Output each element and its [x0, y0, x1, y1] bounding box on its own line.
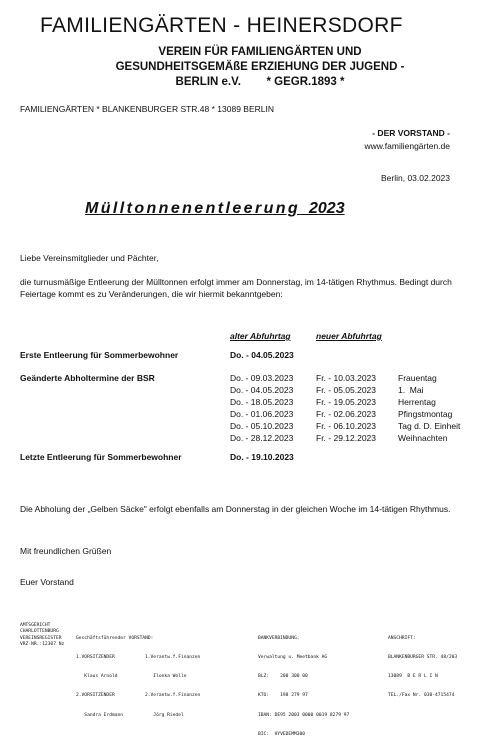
- sender-address: FAMILIENGÄRTEN * BLANKENBURGER STR.48 * 13089 BERLIN: [20, 104, 274, 114]
- greeting: Liebe Vereinsmitglieder und Pächter,: [20, 253, 159, 263]
- letter-date: Berlin, 03.02.2023: [381, 173, 450, 183]
- headline-year: 2023: [309, 200, 345, 217]
- footer-line: 1.VORSITZENDER: [76, 655, 115, 661]
- footer-line: BANKVERBINDUNG:: [258, 635, 300, 641]
- footer-line: Verwaltung u. Meetbank AG: [258, 655, 328, 661]
- footer-line: KTO: 198 279 97: [258, 693, 308, 699]
- change-row-6-new: Fr. - 29.12.2023: [316, 433, 377, 443]
- change-row-3-note: Herrentag: [398, 397, 436, 407]
- change-row-2-old: Do. - 04.05.2023: [230, 385, 294, 395]
- last-emptying-date: Do. - 19.10.2023: [230, 452, 294, 462]
- footer-line: BLZ: 200 300 00: [258, 674, 308, 680]
- last-emptying-label: Letzte Entleerung für Sommerbewohner: [20, 452, 182, 462]
- signature: Euer Vorstand: [20, 577, 74, 587]
- footer-line: 2.VORSITZENDER: [76, 693, 115, 699]
- vorstand-block: [364, 127, 450, 153]
- footer-board: [76, 623, 153, 726]
- website-link[interactable]: www.familiengärten.de: [364, 141, 450, 151]
- change-row-4-old: Do. - 01.06.2023: [230, 409, 294, 419]
- change-row-1-note: Frauentag: [398, 373, 437, 383]
- change-row-4-note: Pfingstmontag: [398, 409, 453, 419]
- footer-line: VRZ-NR.:12307 Nz: [20, 642, 65, 648]
- footer-line: CHARLOTTENBURG: [20, 629, 59, 635]
- verein-line-1: VEREIN FÜR FAMILIENGÄRTEN UND: [158, 46, 362, 58]
- change-row-3-old: Do. - 18.05.2023: [230, 397, 294, 407]
- footer-line: ANSCHRIFT:: [388, 635, 416, 641]
- vorstand-label: - DER VORSTAND -: [372, 128, 450, 138]
- footer-finance: [145, 623, 200, 726]
- change-row-2-new: Fr. - 05.05.2023: [316, 385, 377, 395]
- change-row-6-note: Weihnachten: [398, 433, 448, 443]
- intro-paragraph: die turnusmäßige Entleerung der Mülltonnen erfolgt immer am Donnerstag, im 14-tätigen Rhythmus. Bedingt durch Feiertage kommt es zu Veränderungen, die wir hiermit bekanntgeben:: [20, 277, 452, 299]
- changed-dates-label: Geänderte Abholtermine der BSR: [20, 373, 155, 383]
- change-row-6-old: Do. - 28.12.2023: [230, 433, 294, 443]
- regards: Mit freundlichen Grüßen: [20, 546, 112, 556]
- footer-line: 13089 B E R L I N: [388, 674, 438, 680]
- change-row-2-note: 1. Mai: [398, 385, 424, 395]
- change-row-4-new: Fr. - 02.06.2023: [316, 409, 377, 419]
- footer-line: TEL./Fax Nr. 030-4715474: [388, 693, 455, 699]
- change-row-5-note: Tag d. D. Einheit: [398, 421, 461, 431]
- footer-line: BIC: HYVEDEMM300: [258, 731, 306, 737]
- footer-line: 1.Verantw.f.Finanzen: [145, 655, 201, 661]
- change-row-3-new: Fr. - 19.05.2023: [316, 397, 377, 407]
- change-row-5-new: Fr. - 06.10.2023: [316, 421, 377, 431]
- footer-line: BLANKENBURGER STR. 48/203: [388, 655, 458, 661]
- footer-line: 2.Verantw.f.Finanzen: [145, 693, 201, 699]
- footer-address: [388, 623, 457, 706]
- footer-line: AMTSGERICHT: [20, 623, 51, 628]
- organization-title: FAMILIENGÄRTEN - HEINERSDORF: [40, 14, 403, 37]
- footer-line: Sandra Erdmann: [76, 712, 124, 718]
- first-emptying-date: Do. - 04.05.2023: [230, 350, 294, 360]
- footer-bank: [258, 623, 349, 745]
- change-row-1-new: Fr. - 10.03.2023: [316, 373, 377, 383]
- change-row-1-old: Do. - 09.03.2023: [230, 373, 294, 383]
- footer-register: [20, 623, 64, 649]
- footer-line: [145, 636, 200, 642]
- headline-word: Mülltonnenentleerung: [85, 200, 301, 217]
- verein-line-3: BERLIN e.V. * GEGR.1893 *: [175, 76, 345, 88]
- gelbe-saecke-paragraph: Die Abholung der „Gelben Säcke" erfolgt ebenfalls am Donnerstag in der gleichen Woche im 14-tätigen Rhythmus.: [20, 504, 451, 514]
- footer-line: Geschäftsführender VORSTAND:: [76, 635, 154, 641]
- change-row-5-old: Do. - 05.10.2023: [230, 421, 294, 431]
- footer-line: IBAN: DE95 2003 0000 0019 8279 97: [258, 712, 350, 718]
- first-emptying-label: Erste Entleerung für Sommerbewohner: [20, 350, 179, 360]
- footer-line: Jörg Riedel: [145, 712, 184, 718]
- verein-name-block: [70, 45, 450, 90]
- column-header-new: neuer Abfuhrtag: [316, 331, 382, 341]
- footer-line: VEREINSREGISTER: [20, 635, 62, 641]
- column-header-old: alter Abfuhrtag: [230, 331, 291, 341]
- footer-line: Ilonka Wolle: [145, 674, 187, 680]
- verein-line-2: GESUNDHEITSGEMÄßE ERZIEHUNG DER JUGEND -: [115, 61, 405, 73]
- footer-line: Klaus Arnold: [76, 674, 118, 680]
- headline: [85, 200, 345, 218]
